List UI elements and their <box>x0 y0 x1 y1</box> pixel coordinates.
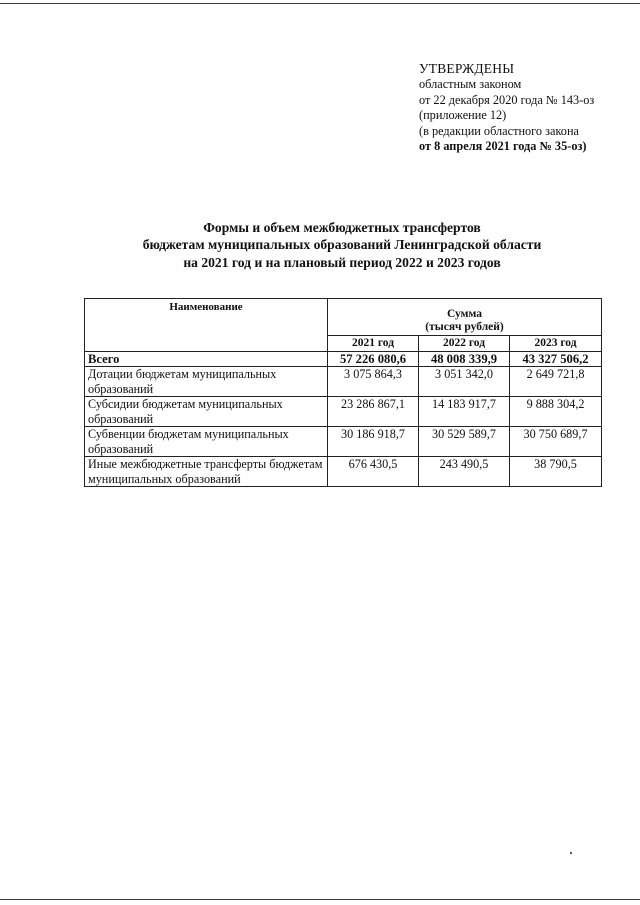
header-sum-unit: (тысяч рублей) <box>425 321 504 333</box>
row-value: 243 490,5 <box>419 457 510 487</box>
row-name: Дотации бюджетам муниципальных образований <box>85 367 328 397</box>
row-value: 23 286 867,1 <box>328 397 419 427</box>
header-name-cell: Наименование <box>85 299 328 352</box>
title-line: на 2021 год и на плановый период 2022 и 2023 годов <box>183 254 501 270</box>
year-header: 2023 год <box>510 336 602 352</box>
table-row <box>85 397 602 427</box>
row-value: 38 790,5 <box>510 457 602 487</box>
document-title <box>0 219 640 271</box>
approval-line: областным законом <box>419 77 522 91</box>
row-value: 2 649 721,8 <box>510 367 602 397</box>
approval-stamp: УТВЕРЖДЕНЫ <box>419 61 515 76</box>
row-name: Субсидии бюджетам муниципальных образований <box>85 397 328 427</box>
table-header-row <box>85 299 602 336</box>
row-value: 9 888 304,2 <box>510 397 602 427</box>
row-value: 30 186 918,7 <box>328 427 419 457</box>
row-value: 30 750 689,7 <box>510 427 602 457</box>
table-row <box>85 367 602 397</box>
title-line: бюджетам муниципальных образований Ленинградской области <box>142 237 542 253</box>
row-name: Иные межбюджетные трансферты бюджетам муниципальных образований <box>85 457 328 487</box>
transfers-table <box>84 298 602 487</box>
row-value: 43 327 506,2 <box>510 351 602 367</box>
approval-line: от 22 декабря 2020 года № 143-оз <box>419 92 595 107</box>
row-value: 57 226 080,6 <box>328 351 419 367</box>
row-value: 14 183 917,7 <box>419 397 510 427</box>
approval-line: от 8 апреля 2021 года № 35-оз) <box>419 139 587 154</box>
table-row <box>85 457 602 487</box>
approval-block <box>419 60 594 155</box>
header-sum-cell <box>328 299 602 336</box>
approval-line: (приложение 12) <box>419 108 507 123</box>
row-name: Субвенции бюджетам муниципальных образований <box>85 427 328 457</box>
scan-edge-top <box>0 3 640 4</box>
table-row <box>85 427 602 457</box>
row-value: 3 075 864,3 <box>328 367 419 397</box>
approval-line: (в редакции областного закона <box>419 123 579 138</box>
year-header: 2021 год <box>328 336 419 352</box>
row-name: Всего <box>85 351 328 367</box>
year-header: 2022 год <box>419 336 510 352</box>
title-line: Формы и объем межбюджетных трансфертов <box>203 220 481 235</box>
header-sum-label: Сумма <box>447 308 482 320</box>
table-row-total <box>85 351 602 367</box>
scan-speck <box>570 852 572 854</box>
row-value: 30 529 589,7 <box>419 427 510 457</box>
row-value: 676 430,5 <box>328 457 419 487</box>
row-value: 3 051 342,0 <box>419 367 510 397</box>
scan-edge-bottom <box>0 899 640 900</box>
row-value: 48 008 339,9 <box>419 351 510 367</box>
